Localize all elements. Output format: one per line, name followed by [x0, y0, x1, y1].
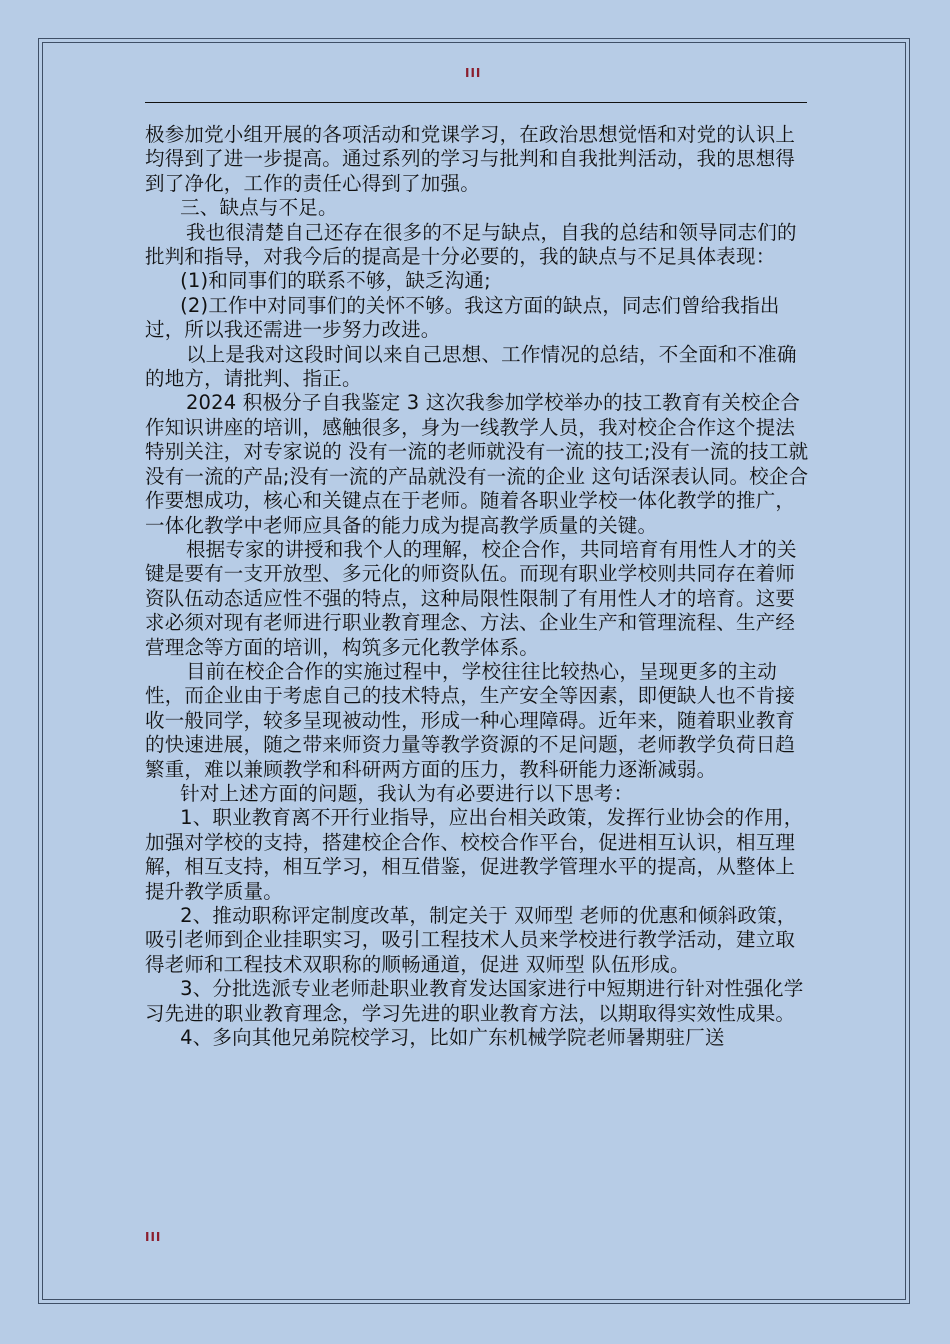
paragraph-4: 2024 积极分子自我鉴定 3 这次我参加学校举办的技工教育有关校企合作知识讲座的培训，感触很多，身为一线教学人员，我对校企合作这个提法特别关注，对专家说的 没有一流的老师就没有一流的技工;没有一流的技工就没有一流的产品;没有一流的产品就没有一流的企业 这句话深表认同。校企合作要想成功，核心和关键点在于老师。随着各职业学校一体化教学的推广，一体化教学中老师应具备的能力成为提高教学质量的关键。 — [145, 391, 809, 537]
section-heading-3: 三、缺点与不足。 — [180, 196, 338, 220]
paragraph-1: 极参加党小组开展的各项活动和党课学习，在政治思想觉悟和对党的认识上均得到了进一步提高。通过系列的学习与批判和自我批判活动，我的思想得到了净化，工作的责任心得到了加强。 — [145, 123, 796, 195]
paragraph-7: 针对上述方面的问题，我认为有必要进行以下思考： — [180, 781, 634, 805]
numbered-item-1: 1、职业教育离不开行业指导，应出台相关政策，发挥行业协会的作用，加强对学校的支持，搭建校企合作、校校合作平台，促进相互认识，相互理解，相互支持，相互学习，相互借鉴，促进教学管理水平的提高，从整体上提升教学质量。 — [145, 806, 804, 903]
paragraph-5: 根据专家的讲授和我个人的理解，校企合作，共同培育有用性人才的关键是要有一支开放型、多元化的师资队伍。而现有职业学校则共同存在着师资队伍动态适应性不强的特点，这种局限性限制了有用性人才的培育。这要求必须对现有老师进行职业教育理念、方法、企业生产和管理流程、生产经营理念等方面的培训，构筑多元化教学体系。 — [145, 537, 797, 659]
list-item-2: (2)工作中对同事们的关怀不够。我这方面的缺点，同志们曾给我指出过，所以我还需进一步努力改进。 — [145, 293, 780, 342]
header-mark: III — [465, 66, 482, 80]
document-body — [145, 123, 809, 1050]
paragraph-3: 以上是我对这段时间以来自己思想、工作情况的总结，不全面和不准确的地方，请批判、指正。 — [145, 342, 797, 391]
header-rule — [145, 102, 807, 103]
paragraph-6: 目前在校企合作的实施过程中，学校往往比较热心，呈现更多的主动性，而企业由于考虑自己的技术特点，生产安全等因素，即便缺人也不肯接收一般同学，较多呈现被动性，形成一种心理障碍。近年来，随着职业教育的快速进展，随之带来师资力量等教学资源的不足问题，老师教学负荷日趋繁重，难以兼顾教学和科研两方面的压力，教科研能力逐渐减弱。 — [145, 659, 796, 781]
numbered-item-4: 4、多向其他兄弟院校学习，比如广东机械学院老师暑期驻厂送 — [180, 1026, 725, 1050]
footer-mark: III — [145, 1230, 162, 1244]
paragraph-2: 我也很清楚自己还存在很多的不足与缺点，自我的总结和领导同志们的批判和指导，对我今后的提高是十分必要的，我的缺点与不足具体表现： — [145, 220, 797, 269]
numbered-item-3: 3、分批选派专业老师赴职业教育发达国家进行中短期进行针对性强化学习先进的职业教育理念，学习先进的职业教育方法，以期取得实效性成果。 — [145, 977, 804, 1025]
numbered-item-2: 2、推动职称评定制度改革，制定关于 双师型 老师的优惠和倾斜政策，吸引老师到企业挂职实习，吸引工程技术人员来学校进行教学活动，建立取得老师和工程技术双职称的顺畅通道，促进 双师型 队伍形成。 — [145, 904, 797, 976]
list-item-1: (1)和同事们的联系不够，缺乏沟通; — [180, 269, 491, 293]
